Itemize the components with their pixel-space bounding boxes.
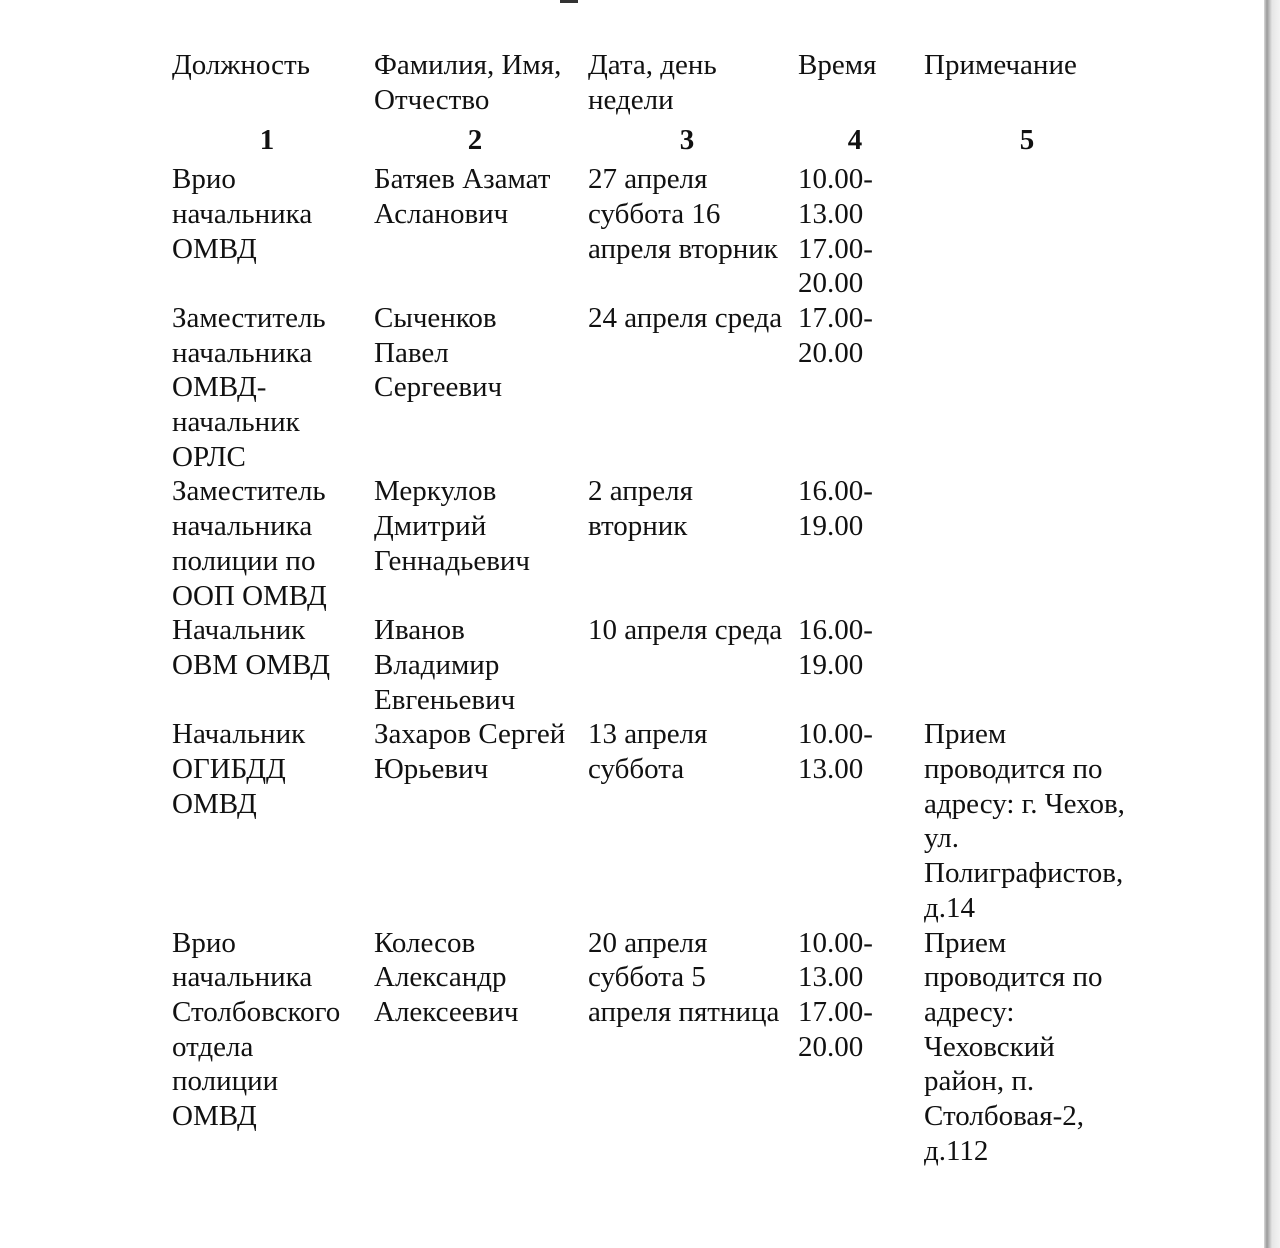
cell-date: 20 апреля суббота 5 апреля пятница: [588, 926, 780, 1028]
cell-time: 10.00-13.00 17.00-20.00: [798, 926, 873, 1063]
cell-time: 10.00-13.00 17.00-20.00: [798, 163, 873, 300]
column-number: 4: [847, 124, 863, 157]
column-number-row: [166, 117, 1136, 162]
cell-name: Захаров Сергей Юрьевич: [374, 718, 566, 786]
cell-time: 16.00-19.00: [798, 475, 873, 543]
cell-name: Батяев Азамат Асланович: [374, 163, 551, 230]
cell-date: 13 апреля суббота: [588, 718, 708, 786]
cell-position: Врио начальника Столбовского отдела полиции ОМВД: [172, 926, 341, 1133]
reception-schedule-table: [166, 48, 1136, 1169]
cell-date: 2 апреля вторник: [588, 475, 693, 543]
header-time: Время: [798, 49, 877, 81]
cell-note: [918, 474, 1136, 613]
table-row: [166, 301, 1136, 475]
column-number: 1: [259, 124, 275, 157]
header-note: Примечание: [924, 49, 1077, 81]
header-row: [166, 48, 1136, 117]
table-row: [166, 717, 1136, 925]
column-number: 3: [679, 124, 695, 157]
cell-position: Начальник ОВМ ОМВД: [172, 614, 331, 681]
column-number: 5: [1019, 124, 1035, 157]
cell-name: Колесов Александр Алексеевич: [374, 926, 519, 1028]
cell-position: Заместитель начальника ОМВД-начальник ОРЛС: [172, 301, 326, 473]
table-row: [166, 926, 1136, 1169]
cell-date: 24 апреля среда: [588, 301, 783, 334]
cell-time: 16.00-19.00: [798, 614, 873, 681]
cell-date: 10 апреля среда: [588, 614, 783, 647]
header-date: Дата, день недели: [588, 49, 717, 116]
cell-time: 10.00-13.00: [798, 718, 873, 786]
cell-position: Начальник ОГИБДД ОМВД: [172, 718, 306, 820]
table-row: [166, 162, 1136, 301]
page-edge-scrollbar: [1264, 0, 1280, 1248]
cell-position: Врио начальника ОМВД: [172, 163, 313, 265]
cell-note: Прием проводится по адресу: г. Чехов, ул. Полиграфистов, д.14: [924, 718, 1125, 924]
cell-note: [918, 613, 1136, 717]
table-row: [166, 613, 1136, 717]
column-number: 2: [467, 124, 483, 157]
cell-name: Меркулов Дмитрий Геннадьевич: [374, 475, 530, 577]
cell-position: Заместитель начальника полиции по ООП ОМВД: [172, 475, 327, 612]
cell-name: Иванов Владимир Евгеньевич: [374, 614, 516, 716]
cell-note: [918, 162, 1136, 301]
cell-note: Прием проводится по адресу: Чеховский район, п. Столбовая-2, д.112: [924, 926, 1103, 1167]
cell-date: 27 апреля суббота 16 апреля вторник: [588, 163, 778, 265]
header-position: Должность: [172, 49, 310, 81]
cell-time: 17.00-20.00: [798, 301, 873, 369]
cell-note: [918, 301, 1136, 475]
table-row: [166, 474, 1136, 613]
header-name: Фамилия, Имя, Отчество: [374, 49, 562, 116]
cell-name: Сыченков Павел Сергеевич: [374, 301, 503, 404]
page-top-mark: [560, 0, 578, 3]
